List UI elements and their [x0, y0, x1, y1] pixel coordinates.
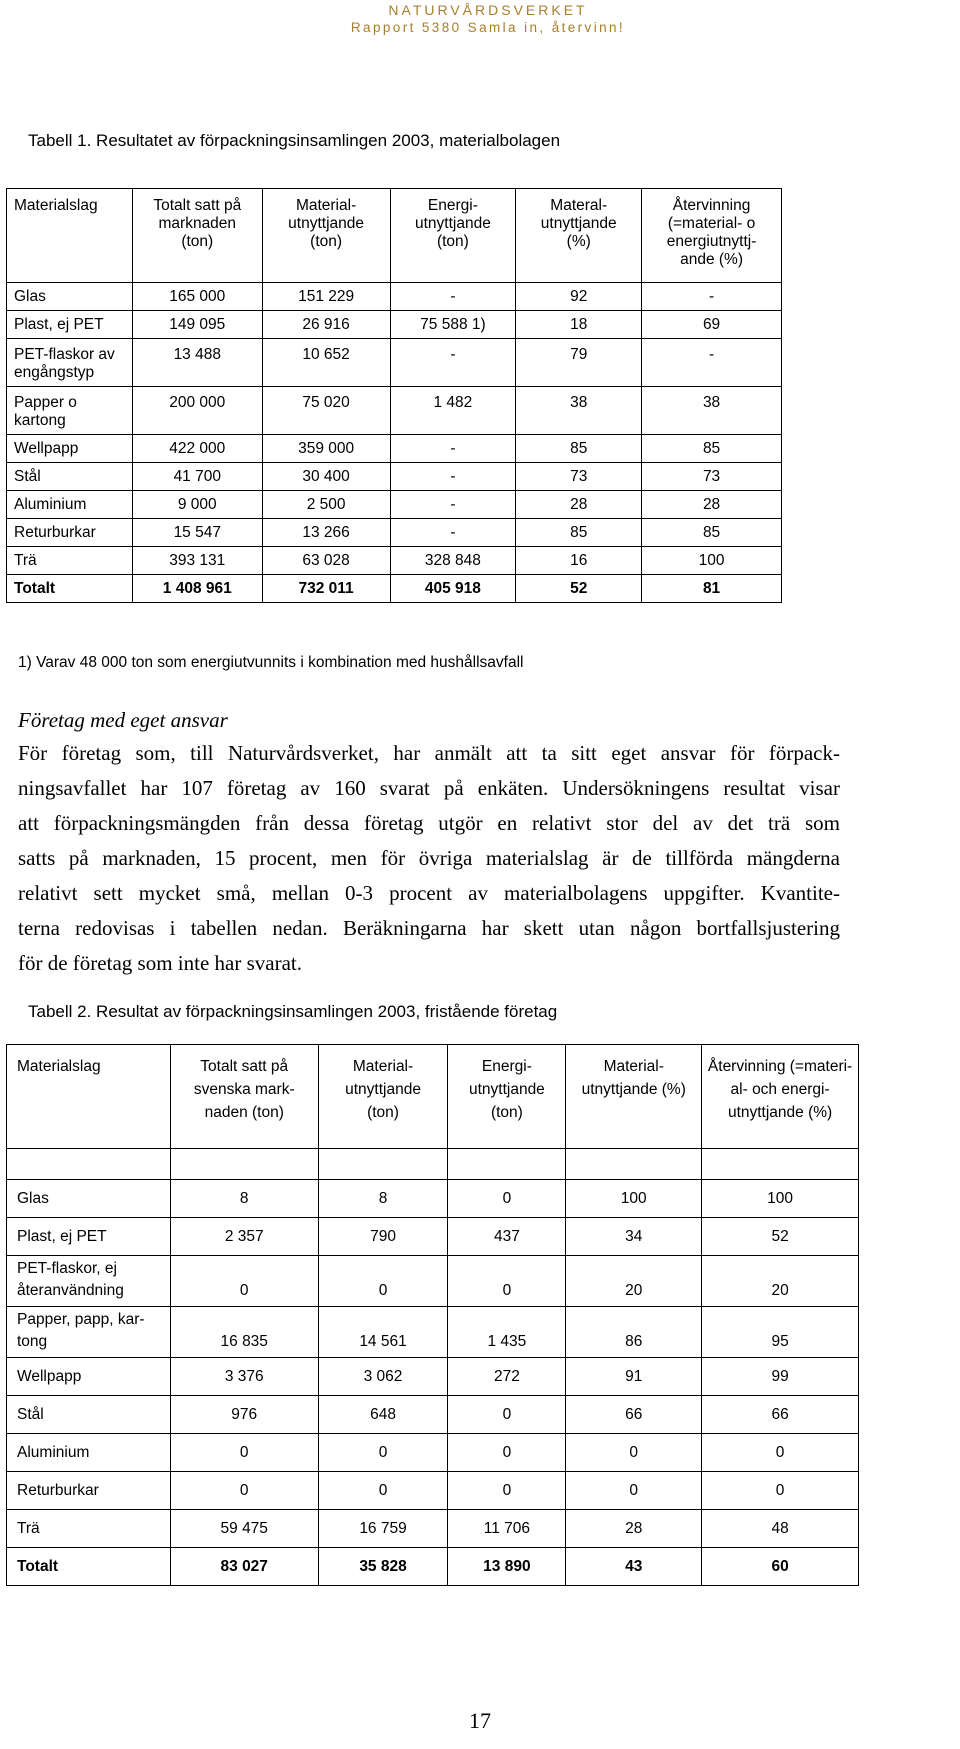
table1-row-label: Trä	[7, 547, 133, 575]
table1-cell: 16	[516, 547, 642, 575]
table2-cell: 0	[170, 1434, 318, 1472]
table2-cell: 0	[566, 1434, 702, 1472]
table2-header-cell-line: (ton)	[367, 1104, 399, 1121]
table1-cell: 393 131	[132, 547, 262, 575]
table2-cell: 648	[318, 1396, 448, 1434]
paragraph-line: satts på marknaden, 15 procent, men för övriga materialslag är de tillförda mängderna	[18, 846, 840, 870]
table1-cell: 328 848	[390, 547, 516, 575]
table1-header-cell-line: utnyttjande	[288, 215, 365, 232]
table1-header-cell	[516, 189, 642, 283]
table1-cell: 165 000	[132, 283, 262, 311]
table1-header-cell	[7, 189, 133, 283]
table2-spacer-cell	[7, 1149, 171, 1180]
table1-header-cell-line: (ton)	[310, 233, 343, 250]
table2-cell: 20	[566, 1256, 702, 1307]
table2-cell: 28	[566, 1510, 702, 1548]
table2-spacer-cell	[170, 1149, 318, 1180]
table1-cell: 30 400	[262, 463, 390, 491]
table1-header-cell-line: Material-	[295, 197, 357, 214]
table2-header-cell-line: Material-	[352, 1058, 414, 1075]
table1-row-label: Aluminium	[7, 491, 133, 519]
table2-row	[7, 1396, 859, 1434]
table1-header-cell-line: Totalt satt på	[153, 197, 242, 214]
table2-cell: 20	[702, 1256, 859, 1307]
table1-cell: 359 000	[262, 435, 390, 463]
table2-total-label: Totalt	[7, 1548, 171, 1586]
table2-cell: 11 706	[448, 1510, 566, 1548]
table1-row	[7, 283, 782, 311]
table1-header-cell	[390, 189, 516, 283]
table1-total-cell: 732 011	[262, 575, 390, 603]
table1-header-cell	[132, 189, 262, 283]
table1-cell: 69	[642, 311, 782, 339]
table1-cell: -	[390, 435, 516, 463]
table1	[6, 188, 782, 603]
table2-cell: 48	[702, 1510, 859, 1548]
table2-cell: 0	[318, 1472, 448, 1510]
table1-row	[7, 339, 782, 387]
paragraph-line: relativt sett mycket små, mellan 0-3 procent av materialbolagens uppgifter. Kvantite-	[18, 881, 840, 905]
table2	[6, 1044, 859, 1586]
table1-cell: 41 700	[132, 463, 262, 491]
table2-spacer-cell	[566, 1149, 702, 1180]
table1-total-label: Totalt	[7, 575, 133, 603]
table2-row	[7, 1472, 859, 1510]
table2-cell: 52	[702, 1218, 859, 1256]
table1-row-label: Returburkar	[7, 519, 133, 547]
table1-header-cell-line: Materal-	[550, 197, 608, 214]
table2-header-cell-line: Totalt satt på	[200, 1058, 289, 1075]
table1-row-label: Glas	[7, 283, 133, 311]
header-org: NATURVÅRDSVERKET	[388, 2, 588, 18]
table1-cell: 73	[516, 463, 642, 491]
table1-header-row	[7, 189, 782, 283]
table2-cell: 0	[448, 1434, 566, 1472]
table2-cell: 3 376	[170, 1358, 318, 1396]
table2-header-cell-line: svenska mark-	[193, 1081, 295, 1098]
table1-header-cell-line: (=material- o	[667, 215, 756, 232]
table2-header-cell-line: al- och energi-	[730, 1081, 830, 1098]
table1-cell: -	[642, 339, 782, 387]
table1-row-label: Plast, ej PET	[7, 311, 133, 339]
table2-cell: 34	[566, 1218, 702, 1256]
table2-cell: 86	[566, 1307, 702, 1358]
table1-caption: Tabell 1. Resultatet av förpackningsinsamlingen 2003, materialbolagen	[28, 131, 561, 150]
table2-row-label: Wellpapp	[7, 1358, 171, 1396]
table2-spacer-cell	[448, 1149, 566, 1180]
table2-cell: 100	[566, 1180, 702, 1218]
table2-row-label: Returburkar	[7, 1472, 171, 1510]
table1-cell: 1 482	[390, 387, 516, 435]
paragraph-line: terna redovisas i tabellen nedan. Beräkningarna har skett utan någon bortfallsjustering	[18, 916, 840, 940]
table1-cell: -	[390, 491, 516, 519]
table2-header-cell	[448, 1045, 566, 1149]
table2-header-cell	[702, 1045, 859, 1149]
table2-cell: 8	[318, 1180, 448, 1218]
table2-row	[7, 1307, 859, 1358]
table1-cell: 13 266	[262, 519, 390, 547]
table1-cell: 75 588 1)	[390, 311, 516, 339]
table1-cell: 9 000	[132, 491, 262, 519]
table2-spacer-row	[7, 1149, 859, 1180]
table1-cell: 26 916	[262, 311, 390, 339]
table1-header-cell-line: marknaden	[158, 215, 237, 232]
table1-header-cell-line: (ton)	[436, 233, 469, 250]
table2-cell: 0	[318, 1256, 448, 1307]
table2-cell: 16 835	[170, 1307, 318, 1358]
table2-header-cell-line: Energi-	[481, 1058, 532, 1075]
table1-row	[7, 547, 782, 575]
table2-cell: 3 062	[318, 1358, 448, 1396]
table2-row	[7, 1358, 859, 1396]
table2-header-cell-line: utnyttjande	[345, 1081, 421, 1098]
table2-cell: 14 561	[318, 1307, 448, 1358]
table1-row	[7, 387, 782, 435]
table2-row-label-line: PET-flaskor, ej	[17, 1260, 117, 1277]
table2-cell: 0	[318, 1434, 448, 1472]
table2-cell: 8	[170, 1180, 318, 1218]
table2-header-cell-line: utnyttjande (%)	[727, 1104, 833, 1121]
table1-cell: 100	[642, 547, 782, 575]
table2-row-label-line: återanvändning	[17, 1282, 124, 1299]
table2-cell: 59 475	[170, 1510, 318, 1548]
table1-total-cell: 81	[642, 575, 782, 603]
table1-header-cell-line: Återvinning	[672, 197, 751, 214]
table1-header-cell-line: (%)	[566, 233, 591, 250]
table1-footnote: 1) Varav 48 000 ton som energiutvunnits i kombination med hushållsavfall	[18, 654, 524, 671]
table2-header-cell	[7, 1045, 171, 1149]
table2-cell: 0	[170, 1472, 318, 1510]
table1-header-cell-line: utnyttjande	[414, 215, 491, 232]
table2-row-label: Trä	[7, 1510, 171, 1548]
section-paragraph	[18, 736, 840, 981]
table2-row-label: Glas	[7, 1180, 171, 1218]
table1-header-cell-line: energiutnyttj-	[666, 233, 757, 250]
table2-total-cell: 35 828	[318, 1548, 448, 1586]
table1-row	[7, 519, 782, 547]
table1-header-cell-line: Energi-	[427, 197, 478, 214]
table1-cell: 85	[642, 435, 782, 463]
table1-header-cell	[642, 189, 782, 283]
table1-total-cell: 405 918	[390, 575, 516, 603]
table1-total-row	[7, 575, 782, 603]
table1-cell: -	[642, 283, 782, 311]
table2-row-label	[7, 1307, 171, 1358]
table1-cell: -	[390, 283, 516, 311]
table1-cell: 85	[516, 519, 642, 547]
table1-header-cell-line: utnyttjande	[540, 215, 617, 232]
paragraph-line: för de företag som inte har svarat.	[18, 951, 302, 975]
table2-cell: 0	[448, 1256, 566, 1307]
table2-total-cell: 83 027	[170, 1548, 318, 1586]
table2-cell: 0	[702, 1472, 859, 1510]
table2-row	[7, 1510, 859, 1548]
table1-cell: 422 000	[132, 435, 262, 463]
table2-header-cell-line: (ton)	[490, 1104, 523, 1121]
table1-row	[7, 491, 782, 519]
paragraph-line: ningsavfallet har 107 företag av 160 svarat på enkäten. Undersökningens resultat visar	[18, 776, 840, 800]
table2-row	[7, 1218, 859, 1256]
table1-cell: 10 652	[262, 339, 390, 387]
table1-row-label: PET-flaskor av engångstyp	[7, 339, 133, 387]
table1-row-label: Stål	[7, 463, 133, 491]
table2-cell: 0	[448, 1396, 566, 1434]
table2-cell: 976	[170, 1396, 318, 1434]
table1-row	[7, 435, 782, 463]
table2-header-cell-line: Material-	[603, 1058, 664, 1075]
table1-cell: -	[390, 339, 516, 387]
table2-cell: 91	[566, 1358, 702, 1396]
table2-cell: 66	[566, 1396, 702, 1434]
table1-total-cell: 1 408 961	[132, 575, 262, 603]
table2-cell: 16 759	[318, 1510, 448, 1548]
table1-cell: 92	[516, 283, 642, 311]
table2-row	[7, 1180, 859, 1218]
table2-header-cell-line: utnyttjande (%)	[581, 1081, 686, 1098]
table1-row	[7, 311, 782, 339]
table2-header-cell-line: Återvinning (=materi-	[707, 1058, 853, 1075]
table1-cell: 63 028	[262, 547, 390, 575]
table2-cell: 272	[448, 1358, 566, 1396]
table2-cell: 100	[702, 1180, 859, 1218]
table1-cell: 28	[516, 491, 642, 519]
table2-header-cell-line: utnyttjande	[468, 1081, 545, 1098]
table2-header-cell-line: naden (ton)	[204, 1104, 284, 1121]
table2-cell: 0	[448, 1472, 566, 1510]
table1-cell: 38	[516, 387, 642, 435]
table2-row	[7, 1256, 859, 1307]
table1-cell: 38	[642, 387, 782, 435]
table1-cell: 28	[642, 491, 782, 519]
table1-cell: 15 547	[132, 519, 262, 547]
table1-cell: 85	[516, 435, 642, 463]
table2-cell: 95	[702, 1307, 859, 1358]
table1-row	[7, 463, 782, 491]
table1-header-cell-line: ande (%)	[680, 251, 744, 268]
header-report-title: Rapport 5380 Samla in, återvinn!	[350, 20, 626, 35]
table2-cell: 66	[702, 1396, 859, 1434]
table2-row-label: Plast, ej PET	[7, 1218, 171, 1256]
paragraph-line: För företag som, till Naturvårdsverket, har anmält att ta sitt eget ansvar för förpack-	[18, 741, 840, 765]
table1-cell: 73	[642, 463, 782, 491]
table2-total-row	[7, 1548, 859, 1586]
table2-row	[7, 1434, 859, 1472]
table2-cell: 790	[318, 1218, 448, 1256]
table2-cell: 0	[170, 1256, 318, 1307]
table1-cell: -	[390, 463, 516, 491]
table1-header-cell	[262, 189, 390, 283]
table1-cell: 79	[516, 339, 642, 387]
table2-header-cell-line: Materialslag	[17, 1058, 101, 1075]
table1-cell: 2 500	[262, 491, 390, 519]
table2-cell: 437	[448, 1218, 566, 1256]
table1-cell: 18	[516, 311, 642, 339]
table1-header-cell-line: (ton)	[181, 233, 214, 250]
paragraph-line: att förpackningsmängden från dessa företag utgör en relativt stor del av det trä som	[18, 811, 840, 835]
table2-total-cell: 43	[566, 1548, 702, 1586]
table1-row-label: Wellpapp	[7, 435, 133, 463]
table2-spacer-cell	[318, 1149, 448, 1180]
table1-cell: 200 000	[132, 387, 262, 435]
table2-row-label-line: Papper, papp, kar-	[17, 1311, 145, 1328]
table2-row-label-line: tong	[17, 1333, 48, 1350]
table2-header-cell	[170, 1045, 318, 1149]
table1-cell: 151 229	[262, 283, 390, 311]
table2-spacer-cell	[702, 1149, 859, 1180]
table2-cell: 0	[448, 1180, 566, 1218]
table2-cell: 1 435	[448, 1307, 566, 1358]
table2-cell: 0	[566, 1472, 702, 1510]
table2-header-row	[7, 1045, 859, 1149]
table2-caption: Tabell 2. Resultat av förpackningsinsamlingen 2003, fristående företag	[28, 1002, 558, 1021]
table1-cell: 75 020	[262, 387, 390, 435]
table2-cell: 99	[702, 1358, 859, 1396]
table1-header-cell-line: Materialslag	[14, 197, 98, 214]
table2-total-cell: 13 890	[448, 1548, 566, 1586]
page-number: 17	[469, 1708, 491, 1733]
table2-row-label	[7, 1256, 171, 1307]
table2-row-label: Stål	[7, 1396, 171, 1434]
section-heading: Företag med eget ansvar	[18, 708, 228, 732]
table2-total-cell: 60	[702, 1548, 859, 1586]
table1-row-label: Papper o kartong	[7, 387, 133, 435]
table1-total-cell: 52	[516, 575, 642, 603]
table2-cell: 2 357	[170, 1218, 318, 1256]
table2-header-cell	[566, 1045, 702, 1149]
table2-row-label: Aluminium	[7, 1434, 171, 1472]
table1-cell: 149 095	[132, 311, 262, 339]
report-header	[318, 2, 658, 36]
table2-cell: 0	[702, 1434, 859, 1472]
table1-cell: 85	[642, 519, 782, 547]
table2-header-cell	[318, 1045, 448, 1149]
table1-cell: 13 488	[132, 339, 262, 387]
table1-cell: -	[390, 519, 516, 547]
